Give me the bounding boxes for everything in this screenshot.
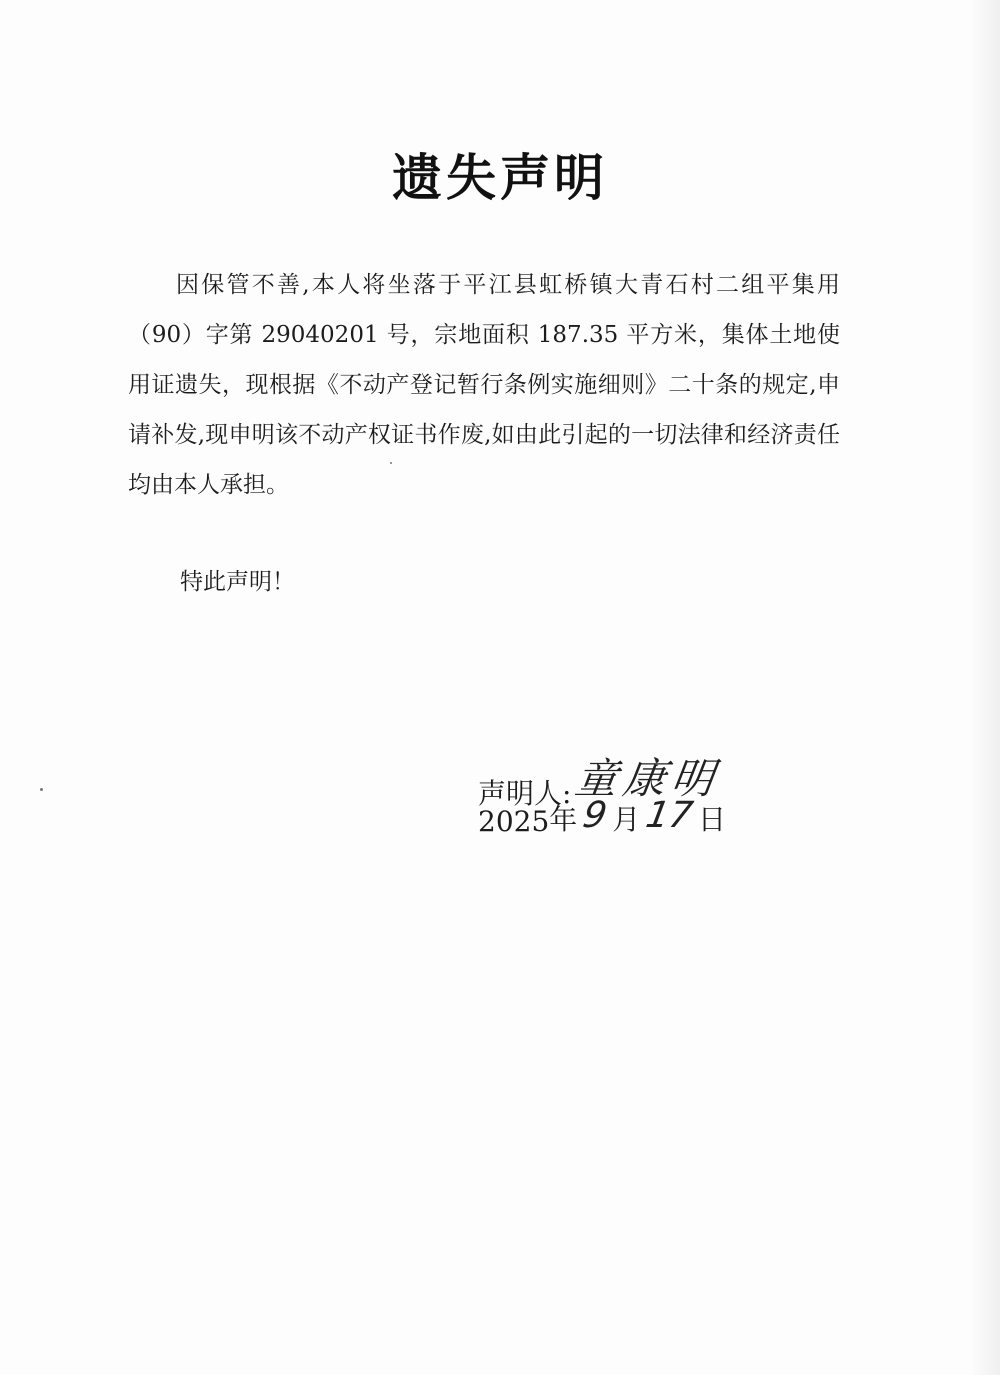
scan-speck (390, 462, 392, 464)
date-line (478, 797, 726, 838)
document-title: 遗失声明 (392, 149, 608, 207)
date-day-handwritten: 17 (642, 795, 696, 836)
date-year-unit: 年 (549, 803, 578, 836)
body-paragraph: 因保管不善,本人将坐落于平江县虹桥镇大青石村二组平集用（90）字第 29040201 号，宗地面积 187.35 平方米，集体土地使用证遗失，现根据《不动产登记暂行条例实施细则》二十条的规定,申请补发,现申明该不动产权证书作废,如由此引起的一切法律和经济责任均由本人承担。 (128, 272, 840, 498)
date-day-unit: 日 (698, 803, 727, 836)
scan-speck (40, 788, 43, 791)
document-body (128, 260, 840, 510)
date-month-handwritten: 9 (580, 795, 611, 836)
closing-statement: 特此声明！ (180, 569, 295, 595)
date-month-unit: 月 (612, 803, 641, 836)
declarant-label: 声明人: (478, 777, 572, 810)
date-year: 2025 (478, 805, 550, 838)
handwritten-signature: 童康明 (572, 754, 724, 803)
